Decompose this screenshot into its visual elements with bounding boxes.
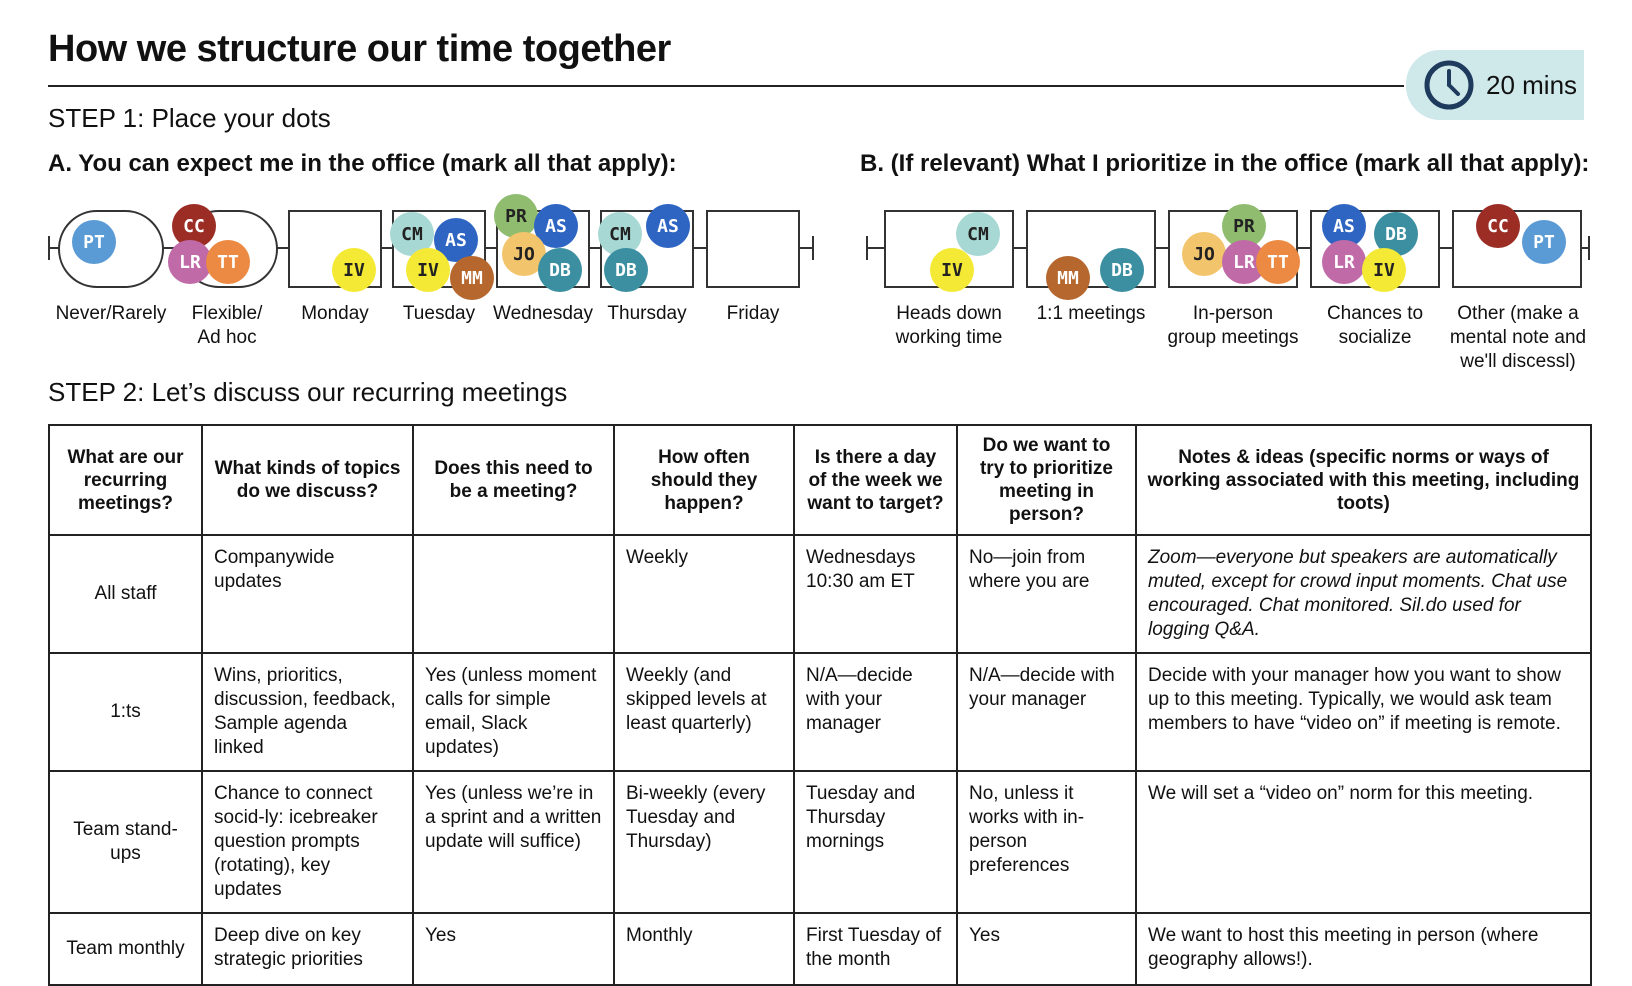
dot-IV[interactable]: IV — [1362, 248, 1406, 292]
in-person-cell[interactable]: Yes — [957, 913, 1136, 985]
timer-badge — [1406, 50, 1584, 120]
option-label-tuesday: Tuesday — [402, 303, 476, 324]
frequency-cell[interactable]: Bi-weekly (every Tuesday and Thursday) — [614, 771, 794, 913]
dot-IV[interactable]: IV — [332, 248, 376, 292]
option-label-monday: Monday — [301, 303, 369, 324]
meeting-name-cell: Team stand-ups — [49, 771, 202, 913]
day-cell[interactable]: Wednesdays 10:30 am ET — [794, 535, 957, 653]
notes-cell[interactable]: Zoom—everyone but speakers are automatically muted, except for crowd input moments. Chat use encouraged. Chat monitored. Sil.do used for logging Q&A. — [1136, 535, 1591, 653]
notes-cell[interactable]: We want to host this meeting in person (where geography allows!). — [1136, 913, 1591, 985]
need-cell[interactable]: Yes — [413, 913, 614, 985]
need-cell[interactable] — [413, 535, 614, 653]
option-label-in-person-group-line2: group meetings — [1167, 327, 1299, 348]
dot-AS[interactable]: AS — [534, 204, 578, 248]
page-title: How we structure our time together — [48, 28, 671, 70]
dot-DB[interactable]: DB — [1100, 248, 1144, 292]
meeting-name-cell: Team monthly — [49, 913, 202, 985]
step2-heading: STEP 2: Let’s discuss our recurring meetings — [48, 377, 568, 407]
dot-PT[interactable]: PT — [72, 220, 116, 264]
frequency-cell[interactable]: Weekly (and skipped levels at least quarterly) — [614, 653, 794, 771]
option-label-one-on-one: 1:1 meetings — [1036, 303, 1146, 324]
option-label-never: Never/Rarely — [55, 303, 167, 324]
day-cell[interactable]: Tuesday and Thursday mornings — [794, 771, 957, 913]
track-b-start-tick — [866, 236, 868, 260]
dot-LR[interactable]: LR — [1322, 240, 1366, 284]
dot-CM[interactable]: CM — [956, 212, 1000, 256]
dot-DB[interactable]: DB — [1374, 212, 1418, 256]
option-label-flexible: Flexible/ — [191, 303, 263, 324]
option-label-other-line3: we'll discessl) — [1460, 351, 1576, 372]
option-box-friday[interactable] — [706, 210, 800, 288]
column-header: What kinds of topics do we discuss? — [202, 425, 413, 535]
dot-MM[interactable]: MM — [450, 256, 494, 300]
dot-JO[interactable]: JO — [502, 232, 546, 276]
meetings-table — [48, 424, 1592, 986]
dot-AS[interactable]: AS — [1322, 204, 1366, 248]
option-label-wednesday: Wednesday — [493, 303, 593, 324]
dot-TT[interactable]: TT — [1256, 240, 1300, 284]
dot-TT[interactable]: TT — [206, 240, 250, 284]
dot-CM[interactable]: CM — [390, 212, 434, 256]
in-person-cell[interactable]: No—join from where you are — [957, 535, 1136, 653]
notes-cell[interactable]: We will set a “video on” norm for this meeting. — [1136, 771, 1591, 913]
dot-PR[interactable]: PR — [494, 194, 538, 238]
title-divider — [48, 85, 1404, 87]
dot-AS[interactable]: AS — [434, 218, 478, 262]
topics-cell[interactable]: Wins, prioritics, discussion, feedback, Sample agenda linked — [202, 653, 413, 771]
in-person-cell[interactable]: N/A—decide with your manager — [957, 653, 1136, 771]
dot-CM[interactable]: CM — [598, 212, 642, 256]
track-a-end-tick — [812, 236, 814, 260]
section-a-heading: A. You can expect me in the office (mark all that apply): — [48, 150, 677, 177]
table-header-row — [49, 425, 1591, 535]
dot-DB[interactable]: DB — [604, 248, 648, 292]
meeting-name-cell: 1:ts — [49, 653, 202, 771]
column-header: Do we want to try to prioritize meeting in person? — [957, 425, 1136, 535]
need-cell[interactable]: Yes (unless we’re in a sprint and a written update will suffice) — [413, 771, 614, 913]
table-row — [49, 913, 1591, 985]
step1-heading: STEP 1: Place your dots — [48, 103, 331, 133]
option-label-socialize: Chances to — [1326, 303, 1424, 324]
dot-LR[interactable]: LR — [1222, 240, 1266, 284]
option-label-heads-down: Heads down — [896, 303, 1002, 324]
dot-IV[interactable]: IV — [406, 248, 450, 292]
in-person-cell[interactable]: No, unless it works with in-person preferences — [957, 771, 1136, 913]
dot-CC[interactable]: CC — [172, 204, 216, 248]
option-label-heads-down-line2: working time — [895, 327, 1003, 348]
column-header: Notes & ideas (specific norms or ways of working associated with this meeting, including toots) — [1136, 425, 1591, 535]
section-b-heading: B. (If relevant) What I prioritize in the office (mark all that apply): — [860, 150, 1590, 177]
dot-DB[interactable]: DB — [538, 248, 582, 292]
day-cell[interactable]: N/A—decide with your manager — [794, 653, 957, 771]
option-label-flexible-line2: Ad hoc — [197, 327, 257, 348]
table-row — [49, 653, 1591, 771]
dot-MM[interactable]: MM — [1046, 256, 1090, 300]
option-label-in-person-group: In-person — [1192, 303, 1274, 324]
option-label-socialize-line2: socialize — [1338, 327, 1412, 348]
column-header: How often should they happen? — [614, 425, 794, 535]
dot-LR[interactable]: LR — [168, 240, 212, 284]
dot-IV[interactable]: IV — [930, 248, 974, 292]
column-header: Is there a day of the week we want to target? — [794, 425, 957, 535]
dot-PR[interactable]: PR — [1222, 204, 1266, 248]
need-cell[interactable]: Yes (unless moment calls for simple email, Slack updates) — [413, 653, 614, 771]
topics-cell[interactable]: Chance to connect socid-ly: icebreaker question prompts (rotating), key updates — [202, 771, 413, 913]
option-label-other-line2: mental note and — [1449, 327, 1587, 348]
table-row — [49, 535, 1591, 653]
frequency-cell[interactable]: Monthly — [614, 913, 794, 985]
table-row — [49, 771, 1591, 913]
meeting-name-cell: All staff — [49, 535, 202, 653]
dot-JO[interactable]: JO — [1182, 232, 1226, 276]
option-label-other: Other (make a — [1457, 303, 1579, 324]
dot-AS[interactable]: AS — [646, 204, 690, 248]
frequency-cell[interactable]: Weekly — [614, 535, 794, 653]
topics-cell[interactable]: Deep dive on key strategic priorities — [202, 913, 413, 985]
option-label-thursday: Thursday — [607, 303, 687, 324]
timer-label: 20 mins — [1486, 69, 1578, 100]
topics-cell[interactable]: Companywide updates — [202, 535, 413, 653]
column-header: What are our recurring meetings? — [49, 425, 202, 535]
notes-cell[interactable]: Decide with your manager how you want to show up to this meeting. Typically, we would ask team members to have “video on” if meeting is remote. — [1136, 653, 1591, 771]
track-a-start-tick — [48, 236, 50, 260]
clock-icon — [1422, 58, 1476, 112]
day-cell[interactable]: First Tuesday of the month — [794, 913, 957, 985]
column-header: Does this need to be a meeting? — [413, 425, 614, 535]
dot-CC[interactable]: CC — [1476, 204, 1520, 248]
track-b-end-tick — [1588, 236, 1590, 260]
dot-PT[interactable]: PT — [1522, 220, 1566, 264]
option-label-friday: Friday — [726, 303, 780, 324]
